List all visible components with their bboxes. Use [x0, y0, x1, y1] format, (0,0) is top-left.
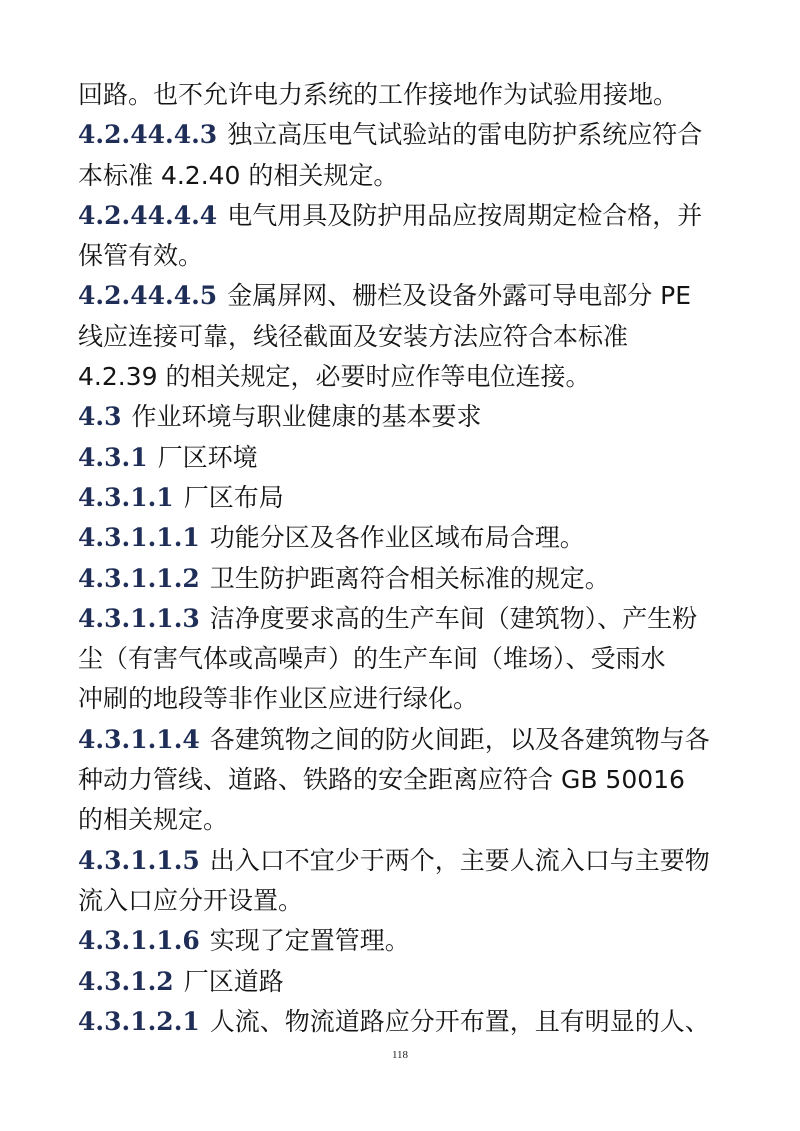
text-line	[78, 881, 738, 921]
clause-number: 4.3.1.2	[78, 966, 174, 996]
clause-text: 电气用具及防护用品应按周期定检合格，并	[227, 200, 703, 230]
clause-text: 厂区环境	[157, 442, 258, 472]
clause-number: 4.2.44.4.3	[78, 120, 218, 150]
text-line	[78, 760, 738, 800]
clause-number: 4.3.1.1.5	[78, 845, 200, 875]
text-line	[78, 559, 738, 599]
text-line	[78, 317, 738, 357]
section-heading	[78, 397, 738, 437]
clause-text: 独立高压电气试验站的雷电防护系统应符合	[227, 120, 703, 150]
clause-number: 4.3.1.1.6	[78, 926, 200, 956]
section-heading	[78, 438, 738, 478]
text-line	[78, 841, 738, 881]
clause-text: 冲刷的地段等非作业区应进行绿化。	[78, 684, 479, 714]
text-line	[78, 720, 738, 760]
clause-text: 厂区布局	[183, 482, 284, 512]
text-line	[78, 518, 738, 558]
document-body	[78, 75, 738, 1042]
text-line	[78, 236, 738, 276]
clause-number: 4.3.1.1	[78, 482, 174, 512]
clause-text: 的相关规定。	[78, 805, 229, 835]
page-number: 118	[391, 1049, 409, 1061]
text-line	[78, 156, 738, 196]
clause-number: 4.3.1.1.1	[78, 523, 200, 553]
clause-text: 4.2.39 的相关规定，必要时应作等电位连接。	[78, 362, 591, 392]
clause-text: 功能分区及各作业区域布局合理。	[209, 523, 585, 553]
clause-text: 厂区道路	[183, 966, 284, 996]
clause-text: 洁净度要求高的生产车间（建筑物）、产生粉	[209, 603, 698, 633]
clause-text: 回路。也不允许电力系统的工作接地作为试验用接地。	[78, 80, 679, 109]
clause-text: 出入口不宜少于两个，主要人流入口与主要物	[209, 845, 710, 875]
text-line	[78, 599, 738, 639]
clause-text: 保管有效。	[78, 241, 204, 271]
clause-number: 4.2.44.4.5	[78, 281, 218, 311]
section-heading	[78, 478, 738, 518]
clause-number: 4.3	[78, 402, 122, 432]
clause-number: 4.3.1.1.3	[78, 603, 200, 633]
clause-number: 4.3.1.2.1	[78, 1006, 200, 1036]
clause-text: 金属屏网、栅栏及设备外露可导电部分 PE	[227, 281, 692, 311]
text-line	[78, 115, 738, 155]
clause-text: 流入口应分开设置。	[78, 885, 304, 915]
clause-text: 线应连接可靠，线径截面及安装方法应符合本标准	[78, 321, 629, 351]
clause-number: 4.3.1	[78, 442, 148, 472]
clause-number: 4.3.1.1.4	[78, 724, 200, 754]
section-heading	[78, 962, 738, 1002]
clause-number: 4.2.44.4.4	[78, 200, 218, 230]
text-line	[78, 639, 738, 679]
text-line	[78, 276, 738, 316]
text-line	[78, 196, 738, 236]
clause-text: 各建筑物之间的防火间距，以及各建筑物与各	[209, 724, 710, 754]
text-line	[78, 679, 738, 719]
text-line	[78, 1002, 738, 1042]
clause-text: 人流、物流道路应分开布置，且有明显的人、	[209, 1006, 710, 1036]
clause-number: 4.3.1.1.2	[78, 563, 200, 593]
clause-text: 作业环境与职业健康的基本要求	[131, 402, 482, 432]
clause-text: 本标准 4.2.40 的相关规定。	[78, 160, 399, 190]
text-line	[78, 75, 738, 115]
clause-text: 实现了定置管理。	[209, 926, 410, 956]
clause-text: 卫生防护距离符合相关标准的规定。	[209, 563, 610, 593]
clause-text: 尘（有害气体或高噪声）的生产车间（堆场）、受雨水	[78, 644, 666, 674]
text-line	[78, 800, 738, 840]
text-line	[78, 357, 738, 397]
clause-text: 种动力管线、道路、铁路的安全距离应符合 GB 50016	[78, 765, 685, 795]
text-line	[78, 921, 738, 961]
